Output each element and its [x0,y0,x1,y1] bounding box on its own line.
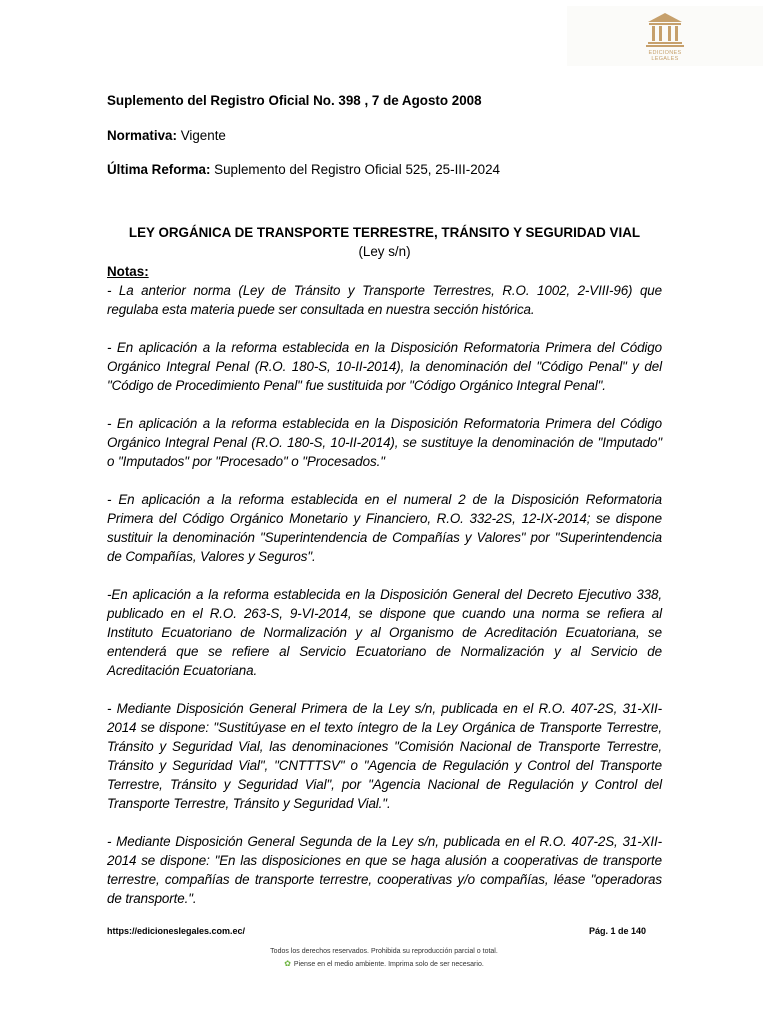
note-paragraph: - En aplicación a la reforma establecida en la Disposición Reformatoria Primera del Código Orgánico Integral Penal (R.O. 180-S, 10-II-2014), la denominación del "Código Penal" y del "Código de Procedimiento Penal" fue sustituida por "Código Orgánico Integral Penal". [107,340,662,393]
footer-url[interactable]: https://edicioneslegales.com.ec/ [107,926,246,936]
notes-list [107,281,662,927]
columns-building-icon [645,12,685,48]
note-paragraph: - Mediante Disposición General Primera de la Ley s/n, publicada en el R.O. 407-2S, 31-XII-2014 se dispone: "Sustitúyase en el texto íntegro de la Ley Orgánica de Transporte Terrestre, Tránsito y Seguridad Vial, las denominaciones "Comisión Nacional de Transporte Terrestre, Tránsito y Seguridad Vial", "CNTTTSV" o "Agencia de Regulación y Control del Transporte Terrestre, Tránsito y Seguridad Vial", por "Agencia Nacional de Regulación y Control del Transporte Terrestre, Tránsito y Seguridad Vial.". [107,701,662,811]
note-paragraph: - La anterior norma (Ley de Tránsito y Transporte Terrestres, R.O. 1002, 2-VIII-96) que regulaba esta materia puede ser consultada en nuestra sección histórica. [107,283,662,317]
logo-line-1: EDICIONES [648,50,682,56]
note-paragraph: - En aplicación a la reforma establecida en la Disposición Reformatoria Primera del Código Orgánico Integral Penal (R.O. 180-S, 10-II-2014), se sustituye la denominación de "Imputado" o "Imputados" por "Procesado" o "Procesados." [107,416,662,469]
rights-notice: Todos los derechos reservados. Prohibida su reproducción parcial o total. [270,948,498,955]
leaf-icon: ✿ [284,959,291,968]
registro-oficial: Suplemento del Registro Oficial No. 398 , 7 de Agosto 2008 [107,93,482,108]
ultima-reforma-line [107,162,500,177]
logo-line-2: LEGALES [651,56,679,62]
environment-notice [0,959,768,968]
normativa-line [107,128,226,143]
page-number: Pág. 1 de 140 [588,926,646,936]
normativa-label: Normativa: [107,128,177,143]
normativa-value: Vigente [180,128,226,143]
reforma-value: Suplemento del Registro Oficial 525, 25-III-2024 [214,162,500,177]
notes-heading: Notas: [107,264,149,279]
note-paragraph: - Mediante Disposición General Segunda de la Ley s/n, publicada en el R.O. 407-2S, 31-XII-2014 se dispone: "En las disposiciones en que se haga alusión a cooperativas de transporte terrestre, compañías de transporte terrestre, cooperativas y/o compañías, léase "operadoras de transporte.". [107,834,662,906]
environment-text: Piense en el medio ambiente. Imprima solo de ser necesario. [293,961,484,968]
logo-text [627,50,703,62]
law-subtitle: (Ley s/n) [358,244,411,259]
law-title: LEY ORGÁNICA DE TRANSPORTE TERRESTRE, TRÁNSITO Y SEGURIDAD VIAL [128,225,641,240]
publisher-logo [567,6,763,66]
note-paragraph: -En aplicación a la reforma establecida en la Disposición General del Decreto Ejecutivo 338, publicado en el R.O. 263-S, 9-VI-2014, se dispone que cuando una norma se refiera al Instituto Ecuatoriano de Normalización y al Organismo de Acreditación Ecuatoriana, se entenderá que se refiere al Servicio Ecuatoriano de Normalización y al Servicio de Acreditación Ecuatoriana. [107,587,662,678]
note-paragraph: - En aplicación a la reforma establecida en el numeral 2 de la Disposición Reformatoria Primera del Código Orgánico Monetario y Financiero, R.O. 332-2S, 12-IX-2014; se dispone sustituir la denominación "Superintendencia de Compañías y Valores" por "Superintendencia de Compañías, Valores y Seguros". [107,492,662,564]
reforma-label: Última Reforma: [107,162,211,177]
